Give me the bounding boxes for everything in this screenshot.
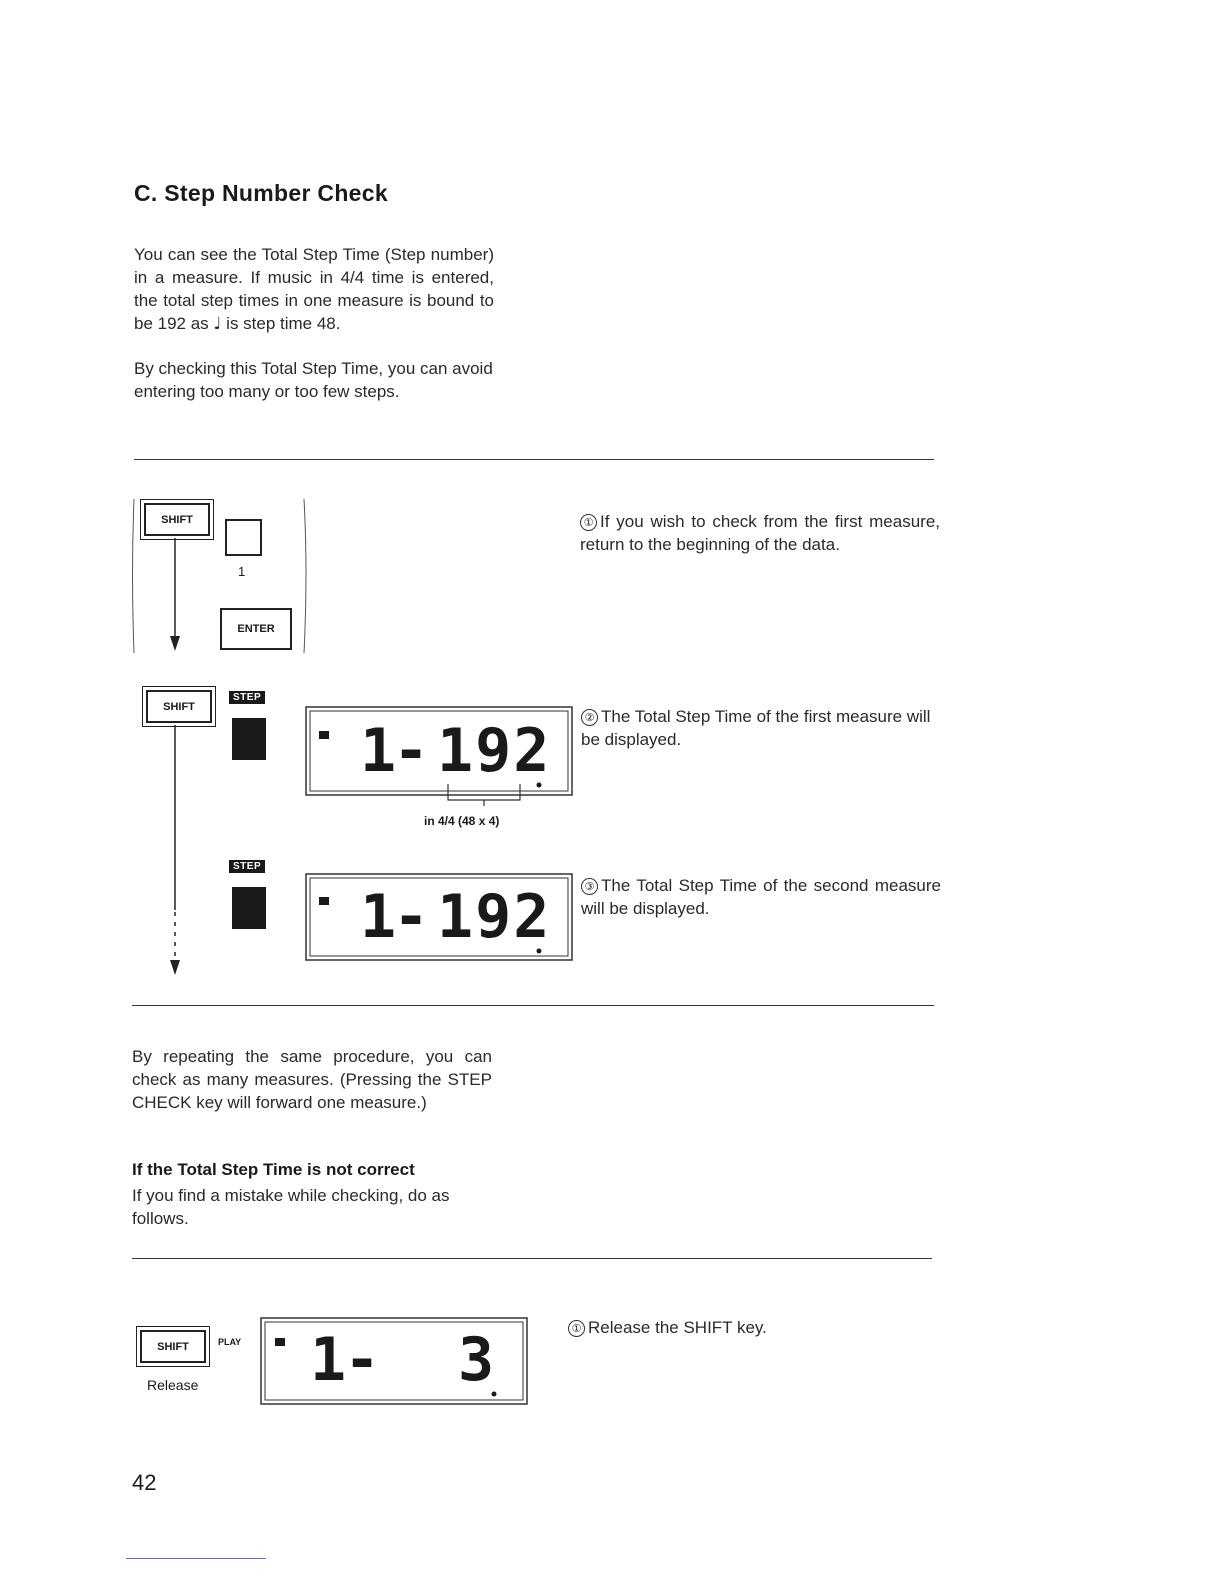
flow-arrow-lines [140, 690, 200, 990]
digit-key-label: 1 [238, 564, 246, 579]
lcd-display-2 [305, 873, 573, 961]
step-number: ③ [581, 878, 598, 895]
enter-key-label: ENTER [237, 623, 275, 635]
lcd-value: 192 [437, 716, 552, 786]
step-led-label: STEP [229, 691, 265, 704]
step-number: ② [581, 709, 598, 726]
lcd-dash: - [393, 882, 430, 952]
play-label: PLAY [218, 1337, 242, 1347]
lcd-measure: 1 [310, 1325, 347, 1395]
correction-paragraph: If you find a mistake while checking, do as follows. [132, 1186, 450, 1228]
subheading: If the Total Step Time is not correct [132, 1160, 415, 1179]
value-bracket [440, 782, 530, 807]
release-text: Release the SHIFT key. [588, 1318, 767, 1337]
footnote-rule [126, 1558, 266, 1559]
quarter-note-icon: ♩ [213, 314, 222, 334]
divider [132, 1005, 934, 1006]
lcd-value: 192 [437, 882, 552, 952]
release-label: Release [147, 1377, 199, 1393]
lcd-measure: 1 [360, 716, 397, 786]
lcd-dash: - [393, 716, 430, 786]
step-1-instruction [580, 510, 940, 556]
shift-key-2[interactable] [146, 690, 212, 723]
intro-text-2: is step time 48. [221, 314, 341, 333]
lcd-value: 3 [458, 1325, 495, 1395]
page-number: 42 [132, 1470, 157, 1495]
shift-key-label: SHIFT [157, 1340, 189, 1353]
divider [134, 459, 934, 460]
bracket-caption: in 4/4 (48 x 4) [424, 814, 500, 828]
lcd-dash: - [344, 1325, 381, 1395]
shift-key-label: SHIFT [163, 700, 195, 713]
repeat-paragraph: By repeating the same procedure, you can check as many measures. (Pressing the STEP CHECK key will forward one measure.) [132, 1047, 492, 1112]
divider [132, 1258, 932, 1259]
enter-key[interactable] [220, 608, 292, 650]
intro-paragraph-2: By checking this Total Step Time, you can avoid entering too many or too few steps. [134, 359, 493, 401]
lcd-measure: 1 [360, 882, 397, 952]
step-3-instruction [581, 874, 941, 920]
step-3-text: The Total Step Time of the second measure will be displayed. [581, 876, 941, 918]
digit-key[interactable] [225, 519, 262, 556]
page-title: C. Step Number Check [134, 180, 388, 206]
lcd-display-3 [260, 1317, 528, 1405]
step-2-text: The Total Step Time of the first measure will be displayed. [581, 707, 931, 749]
step-number: ① [580, 514, 597, 531]
step-2-instruction [581, 705, 941, 751]
shift-key-label: SHIFT [161, 513, 193, 526]
intro-text-1: You can see the Total Step Time (Step number) in a measure. If music in 4/4 time is entered, the total step times in one measure is bound to be 192 as [134, 245, 494, 333]
shift-key[interactable] [144, 503, 210, 536]
intro-paragraph [134, 243, 494, 336]
step-1-text: If you wish to check from the first measure, return to the beginning of the data. [580, 512, 940, 554]
step-key[interactable] [232, 718, 266, 760]
release-instruction [568, 1316, 928, 1339]
step-led-label-2: STEP [229, 860, 265, 873]
step-key-2[interactable] [232, 887, 266, 929]
lcd-display-1 [305, 706, 573, 796]
shift-key-3[interactable] [140, 1330, 206, 1363]
step-number: ① [568, 1320, 585, 1337]
